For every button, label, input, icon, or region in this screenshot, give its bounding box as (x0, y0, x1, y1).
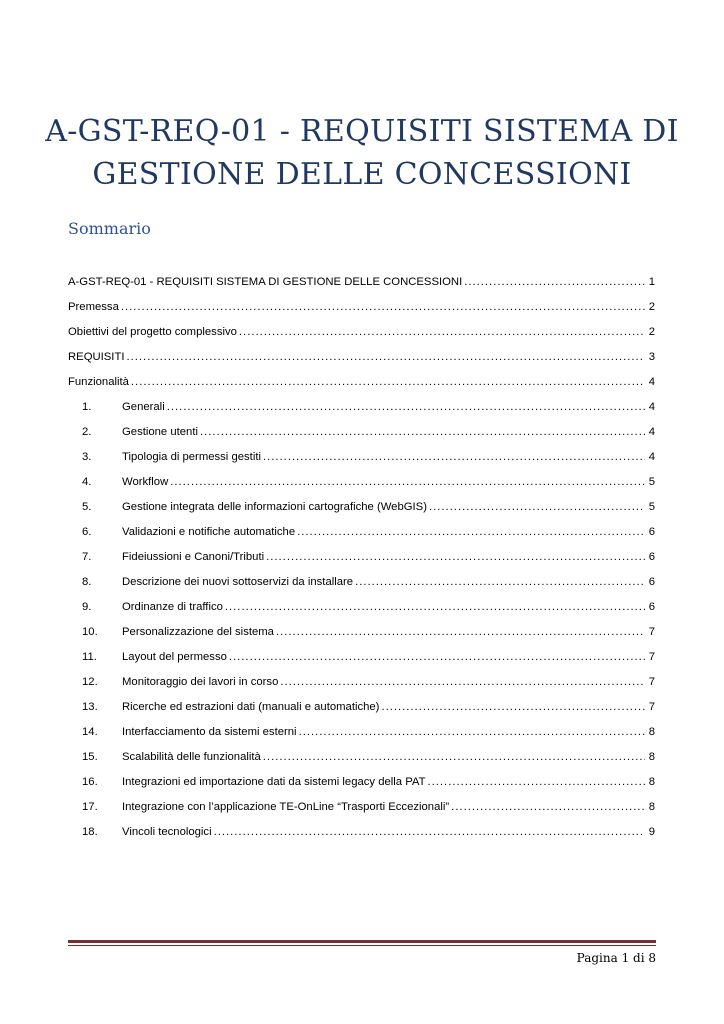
toc-entry-page: 4 (648, 451, 655, 463)
toc-dot-leader (200, 420, 645, 445)
toc-entry[interactable] (68, 820, 655, 845)
toc-entry-page: 1 (648, 276, 655, 288)
toc-dot-leader (239, 320, 645, 345)
toc-entry[interactable] (68, 345, 655, 370)
toc-entry-title: Integrazione con l’applicazione TE-OnLine “Trasporti Eccezionali” (122, 801, 450, 813)
toc-entry-number: 14. (82, 726, 98, 738)
toc-entry[interactable] (68, 320, 655, 345)
toc-entry-title: Gestione utenti (122, 426, 198, 438)
toc-dot-leader (276, 620, 645, 645)
toc-dot-leader (297, 520, 645, 545)
toc-entry-page: 7 (648, 676, 655, 688)
document-title (40, 110, 684, 196)
toc-entry-number: 18. (82, 826, 98, 838)
toc-dot-leader (299, 720, 645, 745)
toc-entry-number: 1. (82, 401, 92, 413)
toc-entry[interactable] (68, 270, 655, 295)
toc-entry-number: 5. (82, 501, 92, 513)
toc-entry[interactable] (68, 570, 655, 595)
toc-dot-leader (381, 695, 645, 720)
toc-entry-page: 6 (648, 551, 655, 563)
toc-entry-title: Integrazioni ed importazione dati da sistemi legacy della PAT (122, 776, 426, 788)
toc-entry-number: 10. (82, 626, 98, 638)
toc-entry-title: Layout del permesso (122, 651, 227, 663)
toc-entry[interactable] (68, 670, 655, 695)
toc-entry[interactable] (68, 370, 655, 395)
toc-entry-title: Obiettivi del progetto complessivo (68, 326, 237, 338)
toc-entry-title: Gestione integrata delle informazioni cartografiche (WebGIS) (122, 501, 427, 513)
toc-entry-title: A-GST-REQ-01 - REQUISITI SISTEMA DI GESTIONE DELLE CONCESSIONI (68, 276, 463, 288)
toc-dot-leader (121, 295, 645, 320)
toc-entry-page: 2 (648, 326, 655, 338)
toc-entry-number: 13. (82, 701, 98, 713)
toc-entry-title: Ordinanze di traffico (122, 601, 223, 613)
toc-dot-leader (131, 370, 645, 395)
toc-dot-leader (170, 470, 645, 495)
toc-entry-title: Workflow (122, 476, 169, 488)
toc-entry-number: 16. (82, 776, 98, 788)
toc-entry-number: 11. (82, 651, 97, 663)
toc-entry-title: Tipologia di permessi gestiti (122, 451, 261, 463)
toc-entry[interactable] (68, 470, 655, 495)
toc-dot-leader (214, 820, 645, 845)
toc-entry-page: 2 (648, 301, 655, 313)
toc-entry-number: 7. (82, 551, 92, 563)
toc-entry[interactable] (68, 445, 655, 470)
table-of-contents (68, 270, 655, 845)
toc-entry[interactable] (68, 645, 655, 670)
toc-dot-leader (429, 495, 645, 520)
toc-entry-page: 6 (648, 526, 655, 538)
toc-entry-page: 6 (648, 601, 655, 613)
toc-dot-leader (225, 595, 645, 620)
toc-entry-title: Ricerche ed estrazioni dati (manuali e automatiche) (122, 701, 380, 713)
toc-entry[interactable] (68, 620, 655, 645)
toc-entry-number: 4. (82, 476, 92, 488)
toc-entry-title: Funzionalità (68, 376, 129, 388)
toc-entry[interactable] (68, 395, 655, 420)
toc-entry[interactable] (68, 745, 655, 770)
toc-entry-page: 8 (648, 726, 655, 738)
toc-entry-number: 17. (82, 801, 98, 813)
document-title-line-1: A-GST-REQ-01 - REQUISITI SISTEMA DI (45, 114, 679, 149)
toc-entry-title: Descrizione dei nuovi sottoservizi da installare (122, 576, 354, 588)
toc-dot-leader (280, 670, 645, 695)
toc-entry-title: Generali (122, 401, 165, 413)
toc-entry-number: 2. (82, 426, 92, 438)
toc-entry-title: Premessa (68, 301, 119, 313)
toc-entry-number: 3. (82, 451, 92, 463)
toc-dot-leader (266, 545, 645, 570)
toc-dot-leader (263, 445, 645, 470)
toc-dot-leader (167, 395, 645, 420)
toc-entry[interactable] (68, 545, 655, 570)
toc-entry-page: 8 (648, 776, 655, 788)
toc-entry[interactable] (68, 720, 655, 745)
toc-entry[interactable] (68, 520, 655, 545)
footer-rule-thin (68, 945, 656, 946)
toc-entry-title: Personalizzazione del sistema (122, 626, 274, 638)
toc-entry-page: 6 (648, 576, 655, 588)
toc-entry-title: REQUISITI (68, 351, 125, 363)
toc-dot-leader (127, 345, 646, 370)
toc-entry-title: Validazioni e notifiche automatiche (122, 526, 296, 538)
toc-entry-page: 8 (648, 751, 655, 763)
toc-entry[interactable] (68, 495, 655, 520)
toc-entry-number: 15. (82, 751, 98, 763)
toc-dot-leader (229, 645, 645, 670)
toc-dot-leader (451, 795, 645, 820)
toc-entry-title: Monitoraggio dei lavori in corso (122, 676, 279, 688)
toc-entry-number: 9. (82, 601, 92, 613)
toc-entry-number: 8. (82, 576, 92, 588)
toc-dot-leader (428, 770, 646, 795)
toc-entry-title: Vincoli tecnologici (122, 826, 212, 838)
toc-dot-leader (464, 270, 645, 295)
toc-entry-title: Scalabilità delle funzionalità (122, 751, 261, 763)
toc-entry-page: 4 (648, 401, 655, 413)
toc-entry[interactable] (68, 695, 655, 720)
toc-entry-page: 7 (648, 626, 655, 638)
toc-entry-number: 12. (82, 676, 98, 688)
toc-entry-title: Fideiussioni e Canoni/Tributi (122, 551, 265, 563)
toc-heading: Sommario (68, 219, 151, 238)
toc-entry-page: 4 (648, 426, 655, 438)
toc-entry-title: Interfacciamento da sistemi esterni (122, 726, 297, 738)
toc-dot-leader (355, 570, 645, 595)
toc-entry[interactable] (68, 295, 655, 320)
footer-page-number: Pagina 1 di 8 (576, 951, 656, 965)
toc-entry-page: 4 (648, 376, 655, 388)
toc-entry[interactable] (68, 770, 655, 795)
toc-entry[interactable] (68, 795, 655, 820)
document-title-line-2: GESTIONE DELLE CONCESSIONI (92, 157, 632, 192)
toc-entry-page: 5 (648, 476, 655, 488)
toc-entry-page: 7 (648, 701, 655, 713)
toc-entry-page: 3 (648, 351, 655, 363)
toc-entry[interactable] (68, 420, 655, 445)
toc-entry-number: 6. (82, 526, 92, 538)
toc-entry-page: 7 (648, 651, 655, 663)
toc-entry-page: 8 (648, 801, 655, 813)
toc-entry-page: 9 (648, 826, 655, 838)
footer-rule-thick (68, 940, 656, 943)
toc-dot-leader (263, 745, 645, 770)
toc-entry[interactable] (68, 595, 655, 620)
toc-entry-page: 5 (648, 501, 655, 513)
